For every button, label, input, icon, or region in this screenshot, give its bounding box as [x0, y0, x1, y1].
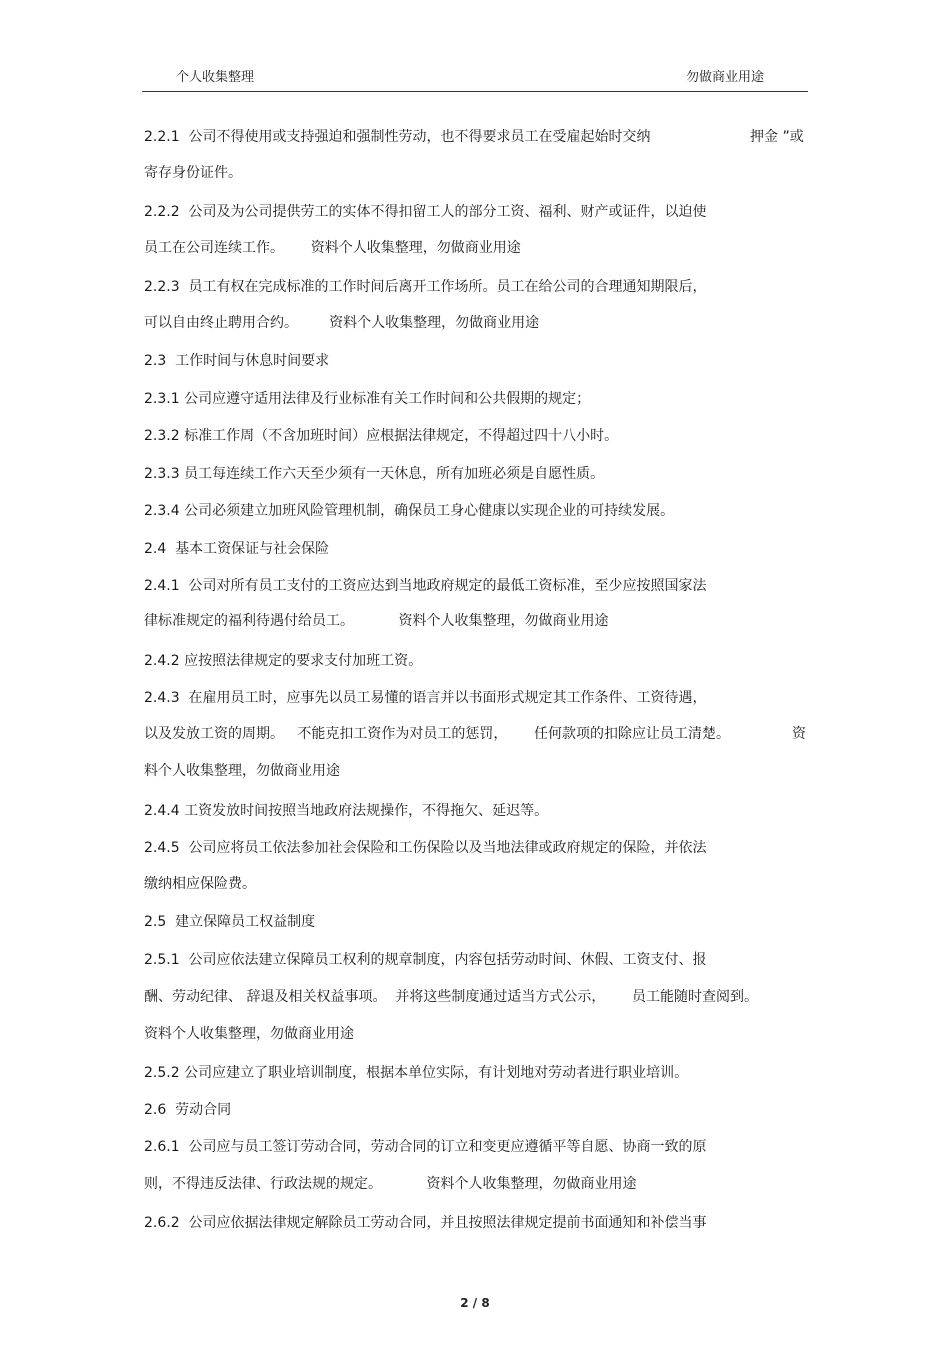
- text-line: 料个人收集整理，勿做商业用途: [144, 763, 340, 779]
- text-line: 2.4.1 公司对所有员工支付的工资应达到当地政府规定的最低工资标准，至少应按照国家法: [144, 578, 707, 594]
- text-line: 以及发放工资的周期。 不能克扣工资作为对员工的惩罚， 任何款项的扣除应让员工清楚。: [144, 726, 731, 742]
- text-line: 律标准规定的福利待遇付给员工。 资料个人收集整理，勿做商业用途: [144, 613, 609, 629]
- text-line: 2.2.3 员工有权在完成标准的工作时间后离开工作场所。员工在给公司的合理通知期限后，: [144, 279, 707, 295]
- header-left: 个人收集整理: [176, 70, 255, 85]
- text-fragment: 资: [792, 726, 806, 742]
- text-line: 资料个人收集整理，勿做商业用途: [144, 1026, 354, 1042]
- text-line: 2.2.1 公司不得使用或支持强迫和强制性劳动，也不得要求员工在受雇起始时交纳: [144, 129, 651, 145]
- text-line: 2.4.3 在雇用员工时，应事先以员工易懂的语言并以书面形式规定其工作条件、工资待遇，: [144, 690, 707, 706]
- text-line: 则，不得违反法律、行政法规的规定。 资料个人收集整理，勿做商业用途: [144, 1176, 637, 1192]
- text-line: 2.6.1 公司应与员工签订劳动合同，劳动合同的订立和变更应遵循平等自愿、协商一致的原: [144, 1139, 707, 1155]
- text-line: 2.4.4 工资发放时间按照当地政府法规操作，不得拖欠、延迟等。: [144, 803, 549, 819]
- text-line: 可以自由终止聘用合约。 资料个人收集整理，勿做商业用途: [144, 315, 540, 331]
- text-line: 2.5.1 公司应依法建立保障员工权利的规章制度，内容包括劳动时间、休假、工资支付、报: [144, 952, 707, 968]
- section-heading: 2.5 建立保障员工权益制度: [144, 914, 316, 930]
- page-number: 2 / 8: [460, 1296, 490, 1310]
- text-line: 2.5.2 公司应建立了职业培训制度，根据本单位实际，有计划地对劳动者进行职业培训。: [144, 1065, 689, 1081]
- text-line: 2.2.2 公司及为公司提供劳工的实体不得扣留工人的部分工资、福利、财产或证件，以迫使: [144, 204, 707, 220]
- section-heading: 2.6 劳动合同: [144, 1102, 232, 1118]
- text-line: 寄存身份证件。: [144, 165, 242, 181]
- text-line: 2.3.4 公司必须建立加班风险管理机制，确保员工身心健康以实现企业的可持续发展。: [144, 503, 675, 519]
- text-line: 缴纳相应保险费。: [144, 876, 256, 892]
- text-line: 2.4.5 公司应将员工依法参加社会保险和工伤保险以及当地法律或政府规定的保险，并依法: [144, 840, 707, 856]
- text-line: 2.3.1 公司应遵守适用法律及行业标准有关工作时间和公共假期的规定；: [144, 391, 591, 407]
- text-line: 2.3.2 标准工作周（不含加班时间）应根据法律规定，不得超过四十八小时。: [144, 428, 619, 444]
- section-heading: 2.3 工作时间与休息时间要求: [144, 353, 330, 369]
- text-line: 员工在公司连续工作。 资料个人收集整理，勿做商业用途: [144, 240, 521, 256]
- text-line: 2.3.3 员工每连续工作六天至少须有一天休息，所有加班必须是自愿性质。: [144, 466, 605, 482]
- section-heading: 2.4 基本工资保证与社会保险: [144, 541, 330, 557]
- header-divider: [142, 91, 808, 92]
- text-line: 2.6.2 公司应依据法律规定解除员工劳动合同，并且按照法律规定提前书面通知和补偿当事: [144, 1215, 707, 1231]
- text-line: 2.4.2 应按照法律规定的要求支付加班工资。: [144, 653, 423, 669]
- text-line: 酬、劳动纪律、 辞退及相关权益事项。 并将这些制度通过适当方式公示， 员工能随时查阅到。: [144, 989, 759, 1005]
- text-fragment: 押金 ”或: [750, 129, 804, 145]
- header-right: 勿做商业用途: [686, 70, 765, 85]
